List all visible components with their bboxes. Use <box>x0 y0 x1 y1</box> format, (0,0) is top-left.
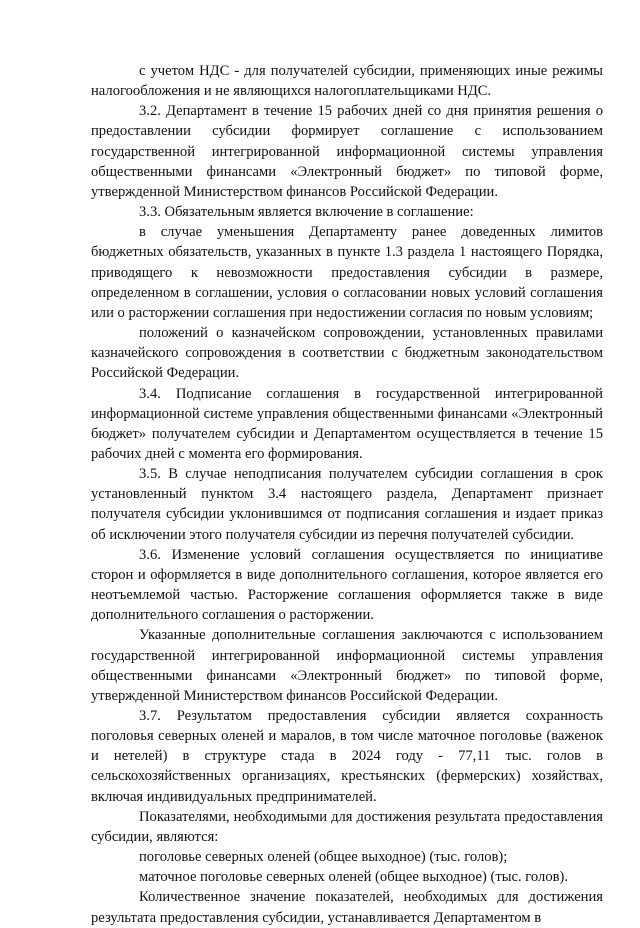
paragraph-indicator-breeding: маточное поголовье северных оленей (общее выходное) (тыс. голов). <box>139 869 569 886</box>
paragraph-3-6-additional: Указанные дополнительные соглашения заключаются с использованием государственной интегрированной информационной системы управления общественными финансами «Электронный бюджет» по типовой форме, утвержденной Министерством финансов Российской Федерации. <box>91 627 603 704</box>
paragraph-indicators-intro: Показателями, необходимыми для достижения результата предоставления субсидии, являются: <box>91 808 603 845</box>
paragraph-3-3: 3.3. Обязательным является включение в соглашение: <box>139 204 474 221</box>
paragraph-3-2: 3.2. Департамент в течение 15 рабочих дней со дня принятия решения о предоставлении субсидии формирует соглашение с использованием государственной интегрированной информационной системы управления общественными финансами «Электронный бюджет» по типовой форме, утвержденной Министерством финансов Российской Федерации. <box>91 103 603 200</box>
paragraph-3-4: 3.4. Подписание соглашения в государственной интегрированной информационной системе управления общественными финансами «Электронный бюджет» получателем субсидии и Департаментом осуществляется в течение 15 рабочих дней с момента его формирования. <box>91 385 603 462</box>
paragraph-indicator-reindeer: поголовье северных оленей (общее выходное) (тыс. голов); <box>139 849 508 866</box>
paragraph-3-6: 3.6. Изменение условий соглашения осуществляется по инициативе сторон и оформляется в виде дополнительного соглашения, которое является его неотъемлемой частью. Расторжение соглашения оформляется также в виде дополнительного соглашения о расторжении. <box>91 546 603 624</box>
paragraph-3-5: 3.5. В случае неподписания получателем субсидии соглашения в срок установленный пунктом 3.4 настоящего раздела, Департамент признает получателя субсидии уклонившимся от подписания соглашения и издает приказ об исключении этого получателя субсидии из перечня получателей субсидии. <box>91 466 603 543</box>
paragraph-3-7: 3.7. Результатом предоставления субсидии является сохранность поголовья северных оленей и маралов, в том числе маточное поголовье (важенок и нетелей) в структуре стада в 2024 году - 77,11 тыс. голов в сельскохозяйственных организациях, крестьянских (фермерских) хозяйствах, включая индивидуальных предпринимателей. <box>91 708 603 805</box>
paragraph-3-3-limits: в случае уменьшения Департаменту ранее доведенных лимитов бюджетных обязательств, указанных в пункте 1.3 раздела 1 настоящего Порядка, приводящего к невозможности предоставления субсидии в размере, определенном в соглашении, условия о согласовании новых условий соглашения или о расторжении соглашения при недостижении согласия по новым условиям; <box>91 224 603 321</box>
document-body <box>91 61 603 928</box>
paragraph-3-3-treasury: положений о казначейском сопровождении, установленных правилами казначейского сопровождения в соответствии с бюджетным законодательством Российской Федерации. <box>91 325 603 382</box>
paragraph-quantitative-value: Количественное значение показателей, необходимых для достижения результата предоставления субсидии, устанавливается Департаментом в <box>91 889 603 926</box>
paragraph-vat-continuation: с учетом НДС - для получателей субсидии, применяющих иные режимы налогообложения и не являющихся налогоплательщиками НДС. <box>91 63 603 100</box>
